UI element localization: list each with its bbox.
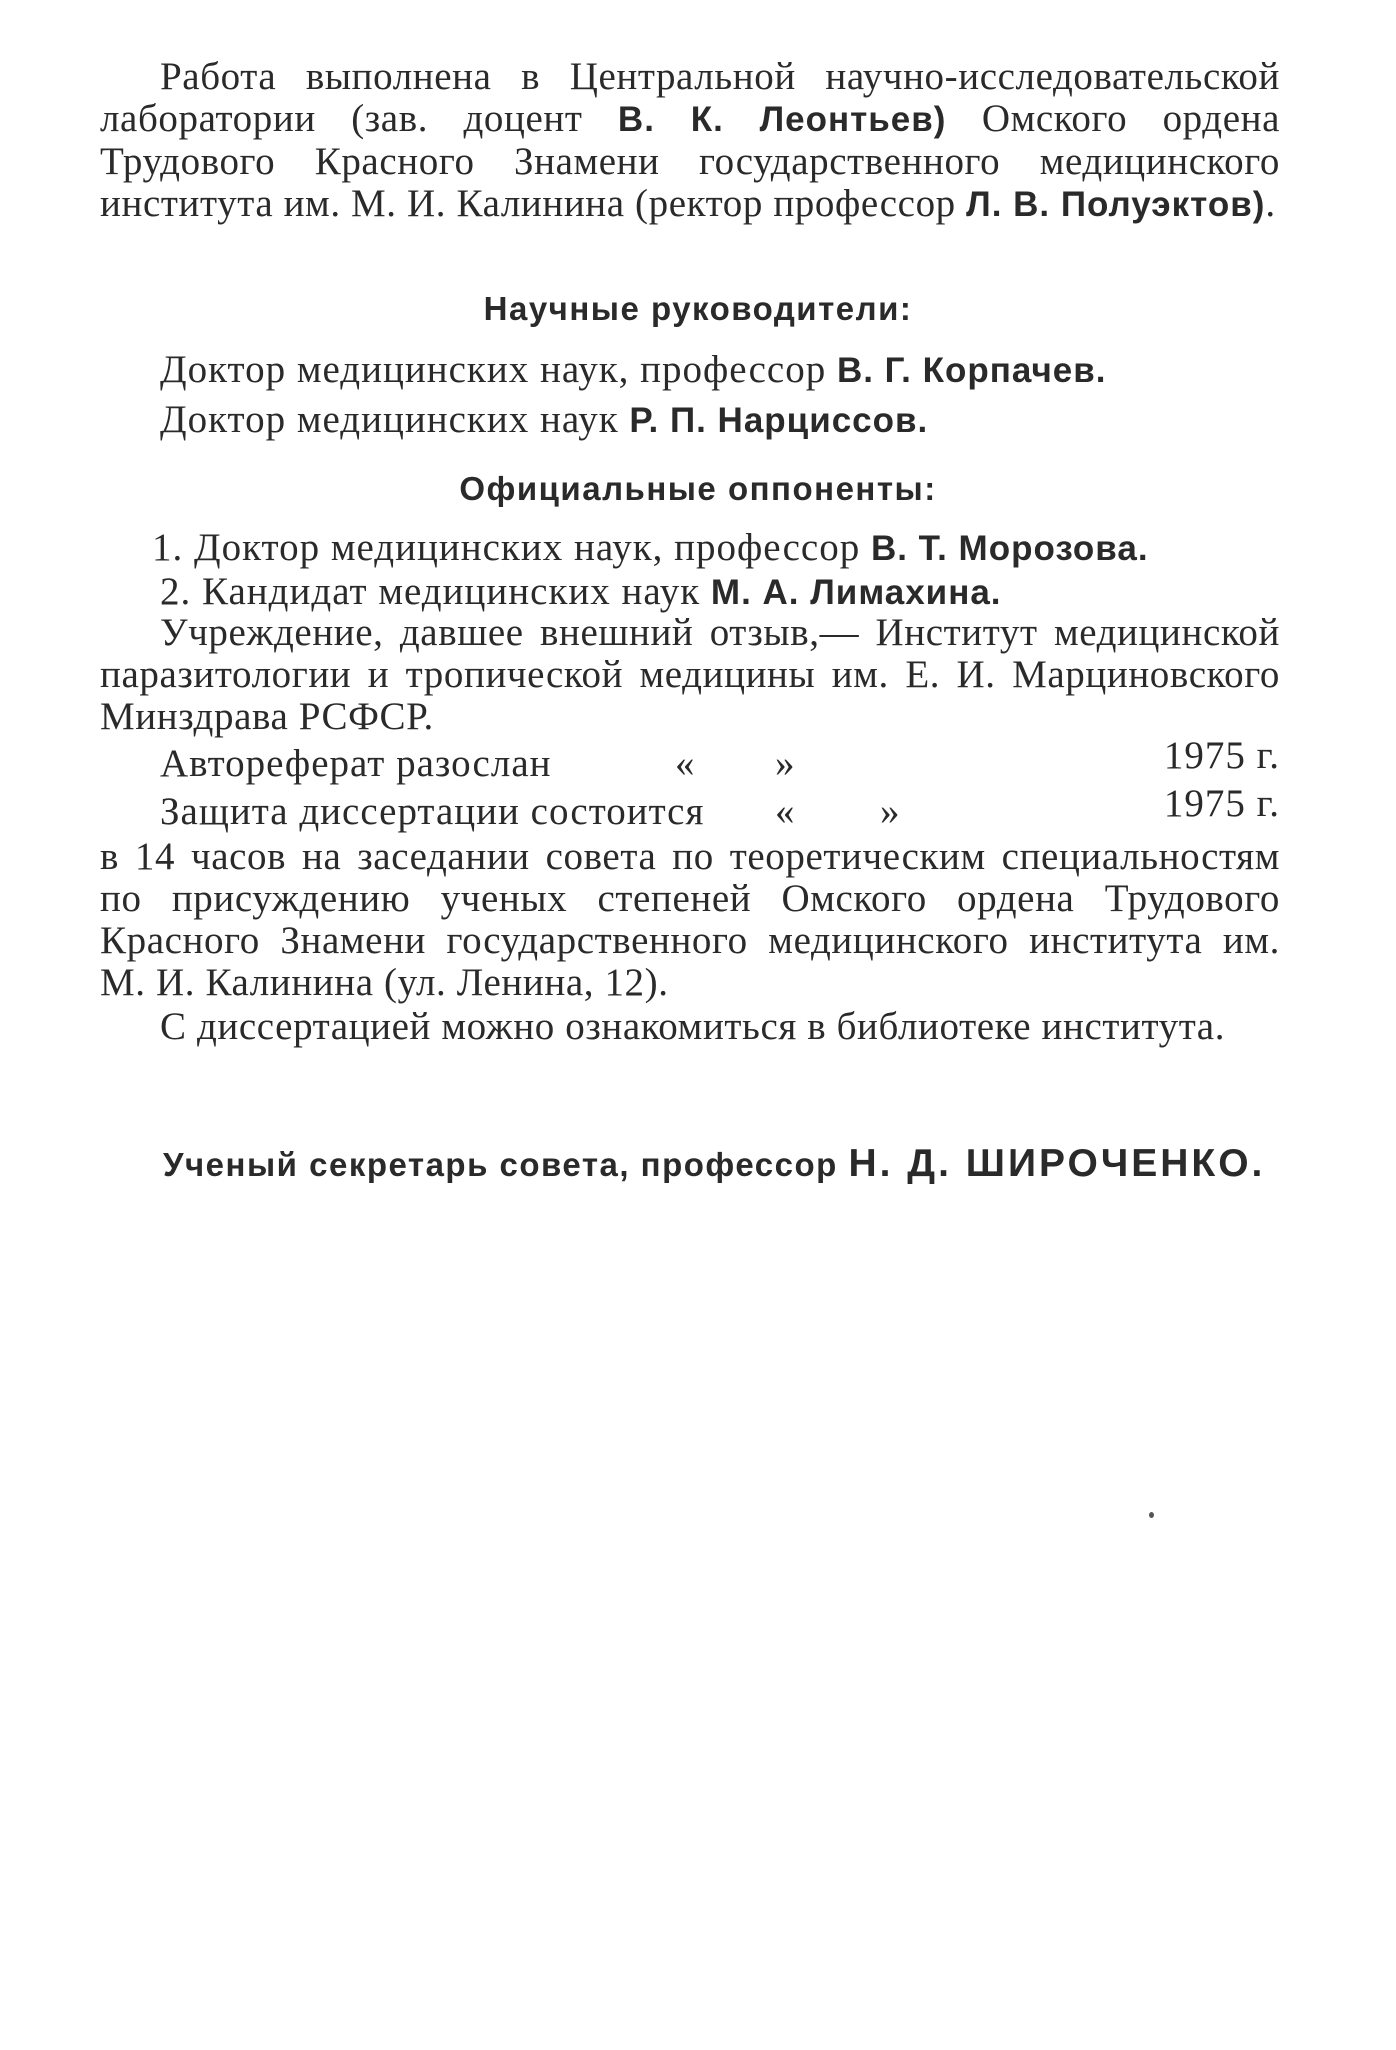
defense-year: 1975 г. <box>1163 782 1280 825</box>
scientific-secretary <box>163 1142 1265 1186</box>
abstract-sent-line <box>160 734 1280 786</box>
print-speck <box>1149 1512 1154 1518</box>
supervisor-2-name: Р. П. Нарциссов. <box>629 401 929 440</box>
defense-details-text: в 14 часов на заседании совета по теоретическим специальностям по присуждению ученых степеней Омского ордена Трудового Красного Знамени государственного медицинского института им. М. И. Калинина (ул. Ленина, 12). <box>100 835 1280 1004</box>
defense-close-quote: » <box>880 790 901 833</box>
opponent-2-title: 2. Кандидат медицинских наук <box>160 570 711 613</box>
supervisor-1 <box>160 348 1106 393</box>
opponent-2 <box>160 570 1002 615</box>
abstract-sent-label: Автореферат разослан <box>160 742 552 785</box>
secretary-title: Ученый секретарь совета, профессор <box>163 1146 849 1183</box>
supervisors-heading: Научные руководители: <box>483 290 913 327</box>
defense-details-paragraph <box>100 836 1280 1004</box>
library-paragraph <box>100 1006 1280 1048</box>
intro-paragraph <box>100 56 1280 226</box>
opponent-1-name: В. Т. Морозова. <box>870 529 1149 568</box>
opponent-1 <box>152 526 1149 571</box>
defense-open-quote: « <box>775 790 796 833</box>
supervisor-1-title: Доктор медицинских наук, профессор <box>160 348 837 391</box>
supervisor-2-title: Доктор медицинских наук <box>160 398 630 441</box>
library-text: С диссертацией можно ознакомиться в библиотеке института. <box>160 1005 1226 1048</box>
supervisor-1-name: В. Г. Корпачев. <box>836 351 1107 390</box>
rector-name: Л. В. Полуэктов) <box>966 185 1266 224</box>
opponent-1-title: 1. Доктор медицинских наук, профессор <box>152 526 871 569</box>
lab-head-name: В. К. Леонтьев) <box>617 100 947 139</box>
intro-text-2: Омского ордена Трудового Красного Знамени государственного медицинского института им. М. И. Калинина (ректор профессор <box>100 97 1281 225</box>
institution-text: Учреждение, давшее внешний отзыв,— Институт медицинской паразитологии и тропической медицины им. Е. И. Марциновского Минздрава РСФСР. <box>100 611 1280 738</box>
intro-text-3: . <box>1265 182 1276 225</box>
abstract-sent-open-quote: « <box>675 742 696 785</box>
abstract-sent-year: 1975 г. <box>1163 734 1280 777</box>
opponent-2-name: М. А. Лимахина. <box>710 573 1002 612</box>
secretary-name: Н. Д. ШИРОЧЕНКО. <box>848 1142 1266 1185</box>
abstract-sent-close-quote: » <box>775 742 796 785</box>
defense-date-label: Защита диссертации состоится <box>160 790 705 833</box>
intro-text-1: Работа выполнена в Центральной научно-исследовательской лаборатории (зав. доцент <box>100 55 1280 140</box>
supervisor-2 <box>160 398 928 443</box>
opponents-heading: Официальные оппоненты: <box>459 470 937 507</box>
defense-date-line <box>160 782 1280 834</box>
institution-paragraph <box>100 612 1280 738</box>
